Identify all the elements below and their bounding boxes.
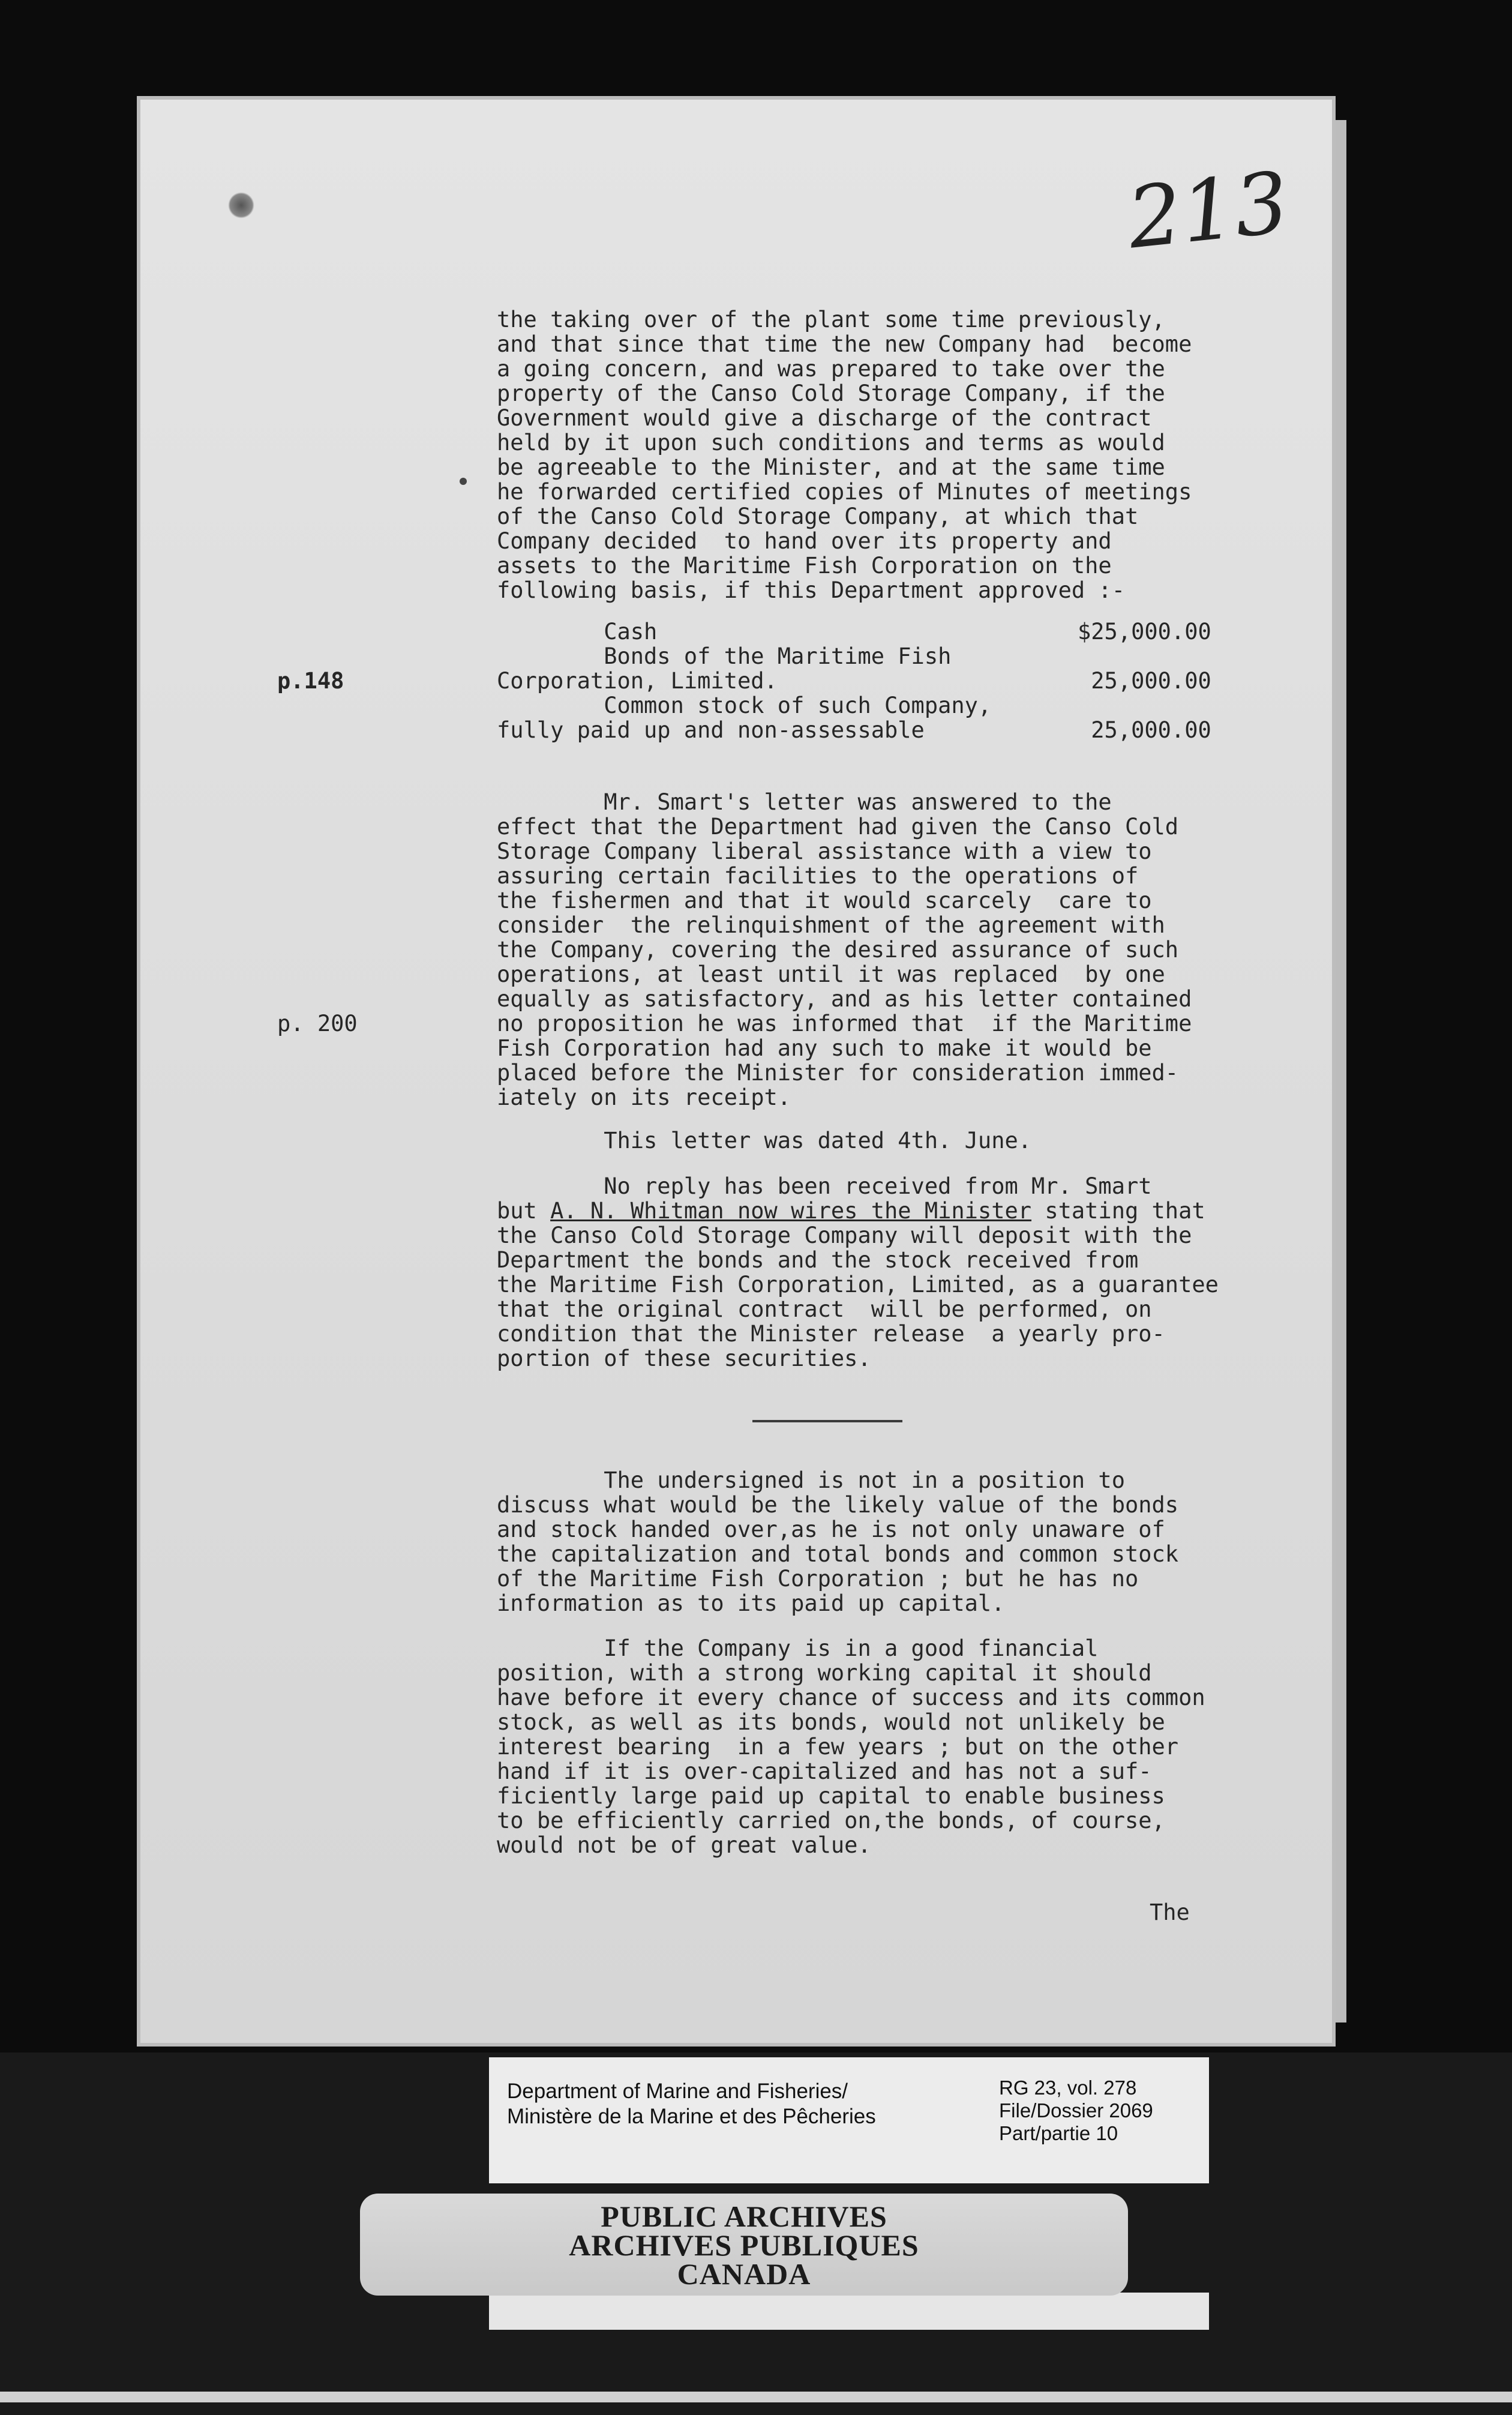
text-line: discuss what would be the likely value of the bonds <box>497 1492 1179 1518</box>
text-segment: stating that <box>1031 1198 1205 1224</box>
text-line: The undersigned is not in a position to <box>497 1467 1125 1493</box>
margin-reference: p. 200 <box>277 1011 358 1036</box>
part-partie: Part/partie 10 <box>999 2122 1118 2144</box>
table-row-label: Cash <box>497 619 658 645</box>
text-line: the fishermen and that it would scarcely care to <box>497 888 1152 913</box>
section-divider <box>752 1420 902 1422</box>
text-line: held by it upon such conditions and terms as would <box>497 430 1165 456</box>
archive-reference-label <box>489 2057 1209 2183</box>
catchword: The <box>1150 1899 1190 1925</box>
text-line: the Company, covering the desired assurance of such <box>497 937 1179 963</box>
text-line: Department the bonds and the stock received from <box>497 1247 1139 1273</box>
text-line: placed before the Minister for consideration immed- <box>497 1060 1179 1086</box>
text-line: ficiently large paid up capital to enable business <box>497 1783 1165 1809</box>
text-line: position, with a strong working capital it should <box>497 1660 1152 1686</box>
text-line: would not be of great value. <box>497 1832 871 1858</box>
text-line: that the original contract will be performed, on <box>497 1296 1152 1322</box>
table-row-label: Bonds of the Maritime Fish <box>497 643 952 669</box>
text-line: Company decided to hand over its property and <box>497 528 1112 554</box>
text-line: a going concern, and was prepared to take over the <box>497 356 1165 382</box>
text-line: he forwarded certified copies of Minutes of meetings <box>497 479 1192 505</box>
archives-stamp-base <box>489 2293 1209 2330</box>
handwritten-page-number: 213 <box>1123 154 1294 268</box>
text-line: If the Company is in a good financial <box>497 1635 1099 1661</box>
table-row-label: Common stock of such Company, <box>497 693 992 718</box>
text-line: Mr. Smart's letter was answered to the <box>497 789 1112 815</box>
text-line: of the Maritime Fish Corporation ; but he has no <box>497 1566 1139 1592</box>
text-line: assuring certain facilities to the operations of <box>497 863 1139 889</box>
margin-reference: p.148 <box>277 668 344 694</box>
text-line: to be efficiently carried on,the bonds, of course, <box>497 1808 1165 1833</box>
text-line: operations, at least until it was replaced by one <box>497 961 1165 987</box>
text-line: consider the relinquishment of the agreement with <box>497 912 1165 938</box>
text-line: no proposition he was informed that if the Maritime <box>497 1011 1192 1036</box>
text-line: information as to its paid up capital. <box>497 1590 1005 1616</box>
text-line: hand if it is over-capitalized and has not a suf- <box>497 1758 1152 1784</box>
table-row-label: Corporation, Limited. <box>497 668 778 694</box>
department-french: Ministère de la Marine et des Pêcheries <box>507 2105 876 2128</box>
text-line: and that since that time the new Company had become <box>497 331 1192 357</box>
text-line-with-underline <box>497 1198 1205 1223</box>
text-line: iately on its receipt. <box>497 1084 791 1110</box>
text-line: condition that the Minister release a yearly pro- <box>497 1321 1165 1347</box>
text-line: interest bearing in a few years ; but on the other <box>497 1734 1179 1760</box>
table-row-amount: 25,000.00 <box>1078 717 1211 743</box>
public-archives-stamp <box>360 2194 1128 2296</box>
text-line: and stock handed over,as he is not only unaware of <box>497 1517 1165 1542</box>
text-line: following basis, if this Department approved :- <box>497 577 1125 603</box>
table-row-label: fully paid up and non-assessable <box>497 717 925 743</box>
record-group: RG 23, vol. 278 <box>999 2077 1137 2099</box>
underlined-text: A. N. Whitman now wires the Minister <box>550 1198 1032 1224</box>
text-line: portion of these securities. <box>497 1346 871 1371</box>
archives-line-country: CANADA <box>677 2257 811 2291</box>
table-row-amount: 25,000.00 <box>1078 668 1211 694</box>
text-line: the capitalization and total bonds and common stock <box>497 1541 1179 1567</box>
department-english: Department of Marine and Fisheries/ <box>507 2080 848 2103</box>
text-line: property of the Canso Cold Storage Company, if the <box>497 380 1165 406</box>
text-line: the taking over of the plant some time previously, <box>497 307 1165 332</box>
text-line: of the Canso Cold Storage Company, at which that <box>497 504 1139 529</box>
text-line: This letter was dated 4th. June. <box>497 1128 1032 1153</box>
punch-hole-mark <box>228 192 254 218</box>
text-segment: but <box>497 1198 551 1224</box>
department-names <box>507 2079 876 2129</box>
table-row-amount: $25,000.00 <box>1078 619 1211 645</box>
text-line: have before it every chance of success and its common <box>497 1685 1205 1710</box>
text-line: Storage Company liberal assistance with a view to <box>497 838 1152 864</box>
text-line: stock, as well as its bonds, would not unlikely be <box>497 1709 1165 1735</box>
text-line: be agreeable to the Minister, and at the same time <box>497 454 1165 480</box>
margin-dot <box>460 478 467 485</box>
text-line: Government would give a discharge of the contract <box>497 405 1152 431</box>
text-line: the Maritime Fish Corporation, Limited, as a guarantee <box>497 1272 1219 1298</box>
text-line: effect that the Department had given the Canso Cold <box>497 814 1179 840</box>
text-line: the Canso Cold Storage Company will deposit with the <box>497 1223 1192 1248</box>
file-reference <box>999 2077 1153 2145</box>
text-line: equally as satisfactory, and as his letter contained <box>497 986 1192 1012</box>
archives-line-en: PUBLIC ARCHIVES <box>601 2200 887 2233</box>
file-dossier: File/Dossier 2069 <box>999 2099 1153 2122</box>
film-edge-strip <box>0 2392 1512 2402</box>
archives-line-fr: ARCHIVES PUBLIQUES <box>569 2228 919 2262</box>
text-line: Fish Corporation had any such to make it would be <box>497 1035 1152 1061</box>
text-line: No reply has been received from Mr. Smart <box>497 1173 1152 1199</box>
text-line: assets to the Maritime Fish Corporation on the <box>497 553 1112 579</box>
